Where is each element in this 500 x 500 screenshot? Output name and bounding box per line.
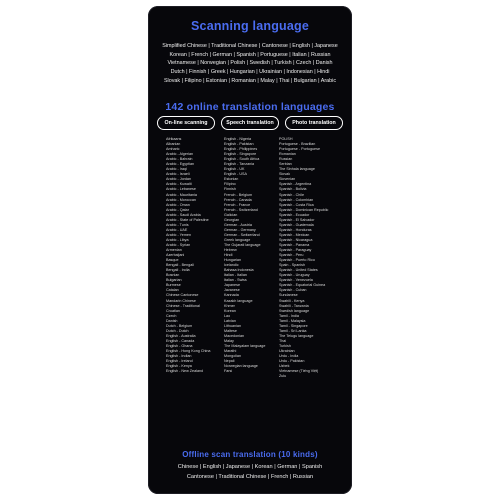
language-item: English - Philippines [224,147,258,152]
language-column-3 [279,137,328,379]
scanning-language-line: Simplified Chinese | Traditional Chinese | Cantonese | English | Japanese [162,43,338,49]
language-item: Lithuanian [224,323,242,328]
language-item: Tamil - India [279,313,299,318]
language-item: Italian - Italian [224,273,247,278]
language-item: English - Pakistan [224,142,254,147]
language-item: Catalan [166,288,179,293]
language-item: Arabic - Libya [166,237,189,242]
language-item: Estonian [224,177,239,182]
language-item: Arabic - Syrian [166,242,191,247]
language-item: English - Canada [166,338,195,343]
language-item: Swahili - Tanzania [279,303,309,308]
language-item: Danish [166,318,178,323]
language-item: French - Belgium [224,192,253,197]
language-item: Mongolian [224,354,242,359]
online-scanning-button[interactable]: On-line scanning [157,116,215,130]
language-item: Spanish - Cuban [279,288,307,293]
language-item: Spanish - El Salvador [279,217,315,222]
language-item: Galician [224,212,238,217]
language-item: Spanish - Guatemala [279,222,314,227]
language-item: Tamil - Malaysia [279,318,306,323]
language-item: Arabic - Israeli [166,172,190,177]
language-item: Arabic - Tunis [166,222,189,227]
language-item: Georgian [224,217,240,222]
language-item: English - Tanzania [224,162,255,167]
language-item: Czech [166,313,177,318]
language-item: Khmer [224,303,235,308]
language-item: Chinese Cantonese [166,293,199,298]
language-item: Farsi [224,369,233,374]
scanning-language-line: Vietnamese | Norwegian | Polish | Swedish | Turkish | Czech | Danish [167,60,333,67]
language-item: French - Canada [224,197,252,202]
language-item: Mandarin Chinese [166,298,196,303]
language-item: Bulgarian [166,278,182,283]
language-item: Tamil - Singapore [279,323,308,328]
language-item: Spanish - Nicaragua [279,237,313,242]
offline-language-line: Cantonese | Traditional Chinese | French | Russian [186,474,314,480]
online-languages-title: 142 online translation languages [165,101,335,113]
language-item: English - Ireland [166,359,193,364]
language-item: Kannada [224,293,239,298]
language-item: French - France [224,202,251,207]
language-item: The Sinhala language [279,167,315,172]
language-item: Spanish - Honduras [279,227,312,232]
language-item: Thai [279,338,287,343]
language-item: Bengali - India [166,268,190,273]
language-item: POLISH [279,137,293,141]
feature-buttons [157,116,343,130]
language-item: Swahili - Kenya [279,298,305,303]
language-item: Nepali [224,359,235,364]
language-item: Spanish - Argentina [279,182,312,187]
language-item: Burmese [166,283,181,288]
language-item: English - Nigeria [224,137,252,141]
language-item: Slovak [279,172,291,177]
language-item: Filipino [224,182,236,187]
language-item: Urdu - India [279,354,299,359]
language-item: Spain - Spanish [279,263,306,268]
language-item: English - Indian [166,354,192,359]
language-item: Norwegian language [224,364,258,369]
language-item: Marathi [224,348,237,353]
language-item: Bengali - Bengali [166,263,194,268]
language-item: Arabic - Jordan [166,177,192,182]
language-item: Latvian [224,318,236,323]
language-item: Hindi [224,253,233,258]
language-item: English - New Zealand [166,369,204,374]
language-item: Arabic - Qatar [166,207,189,212]
language-card [148,6,352,494]
language-item: Arabic - Kuwaiti [166,182,192,187]
language-item: Spanish - Uruguay [279,273,310,278]
language-item: Arabic - Iraqi [166,167,187,172]
language-item: Tamil - Sri Lanka [279,328,307,333]
language-item: Spanish - Puerto Rico [279,258,315,263]
language-item: Hebrew [224,248,237,253]
offline-translation-title: Offline scan translation (10 kinds) [182,450,318,459]
speech-translation-button[interactable]: Speech translation [221,116,279,130]
language-item: Spanish - Mexican [279,232,310,237]
language-item: Spanish - Panama [279,242,310,247]
language-item: Macedonian [224,333,245,338]
language-item: Italian - Swiss [224,278,247,283]
language-item: Finnish [224,187,236,192]
scanning-language-line: Korean | French | German | Spanish | Portuguese | Italian | Russian [169,51,331,58]
language-item: Spanish - Ecuador [279,212,310,217]
language-item: Arabic - Algerian [166,152,194,157]
scanning-language-line: Dutch | Finnish | Greek | Hungarian | Ukrainian | Indonesian | Hindi [170,69,330,76]
language-item: Arabic - State of Palestine [166,217,209,222]
language-item: Portuguese - Portuguese [279,147,320,152]
language-item: Javanese [224,288,240,293]
language-item: Romanian [279,152,296,157]
offline-language-line: Chinese | English | Japanese | Korean | German | Spanish [177,464,323,470]
language-item: Spanish - Venezuela [279,278,313,283]
language-item: Ukrainian [279,348,295,353]
language-item: Sundanese [279,293,298,298]
language-item: German - Switzerland [224,232,260,237]
language-item: German - Germany [224,227,256,232]
language-column-1 [166,137,210,374]
language-item: Chinese - Traditional [166,303,200,308]
language-item: English - Singapore [224,152,257,157]
language-item: Spanish - Equatorial Guinea [279,283,326,288]
language-item: The Telugu language [279,333,314,338]
scanning-language-line: Slovak | Filipino | Estonian | Romanian | Malay | Thai | Bulgarian | Arabic [163,77,337,84]
language-item: Korean [224,308,236,313]
language-item: Kazakh language [224,298,253,303]
language-item: Turkish [279,343,291,348]
language-item: Arabic - Bahrain [166,157,193,162]
language-item: Portuguese - Brazilian [279,142,316,147]
language-item: Arabic - Saudi Arabia [166,212,201,217]
language-item: Russian [279,157,293,162]
language-item: The Malayalam language [224,343,266,348]
language-item: The Gujarati language [224,242,261,247]
scanning-language-list [158,42,342,86]
language-item: Arabic - UAE [166,227,188,232]
language-item: Slovenian [279,177,296,182]
photo-translation-button[interactable]: Photo translation [285,116,343,130]
language-item: Arabic - Lebanese [166,187,196,192]
language-item: Vietnamese (Tiếng Việt) [279,369,319,374]
language-item: Arabic - Moroccan [166,197,196,202]
language-item: Amharic [166,147,180,152]
language-item: Albanian [166,142,181,147]
language-item: Zulu [279,374,287,379]
language-item: English - Kenya [166,364,192,369]
language-item: English - Ghana [166,343,193,348]
language-item: Spanish - Chile [279,192,305,197]
language-item: Armenian [166,248,182,253]
language-item: Dutch - Dutch [166,328,189,333]
language-item: English - South Africa [224,157,260,162]
language-item: English - UK [224,167,245,172]
language-item: Malay [224,338,234,343]
language-item: German - Austria [224,222,252,227]
language-item: French - Switzerland [224,207,258,212]
language-item: Lao [224,313,231,318]
language-item: Spanish - Bolivia [279,187,307,192]
language-item: Greek language [224,237,251,242]
language-item: Spanish - United States [279,268,318,273]
language-item: Bahasa Indonesia [224,268,254,273]
language-item: Uzbek [279,364,290,369]
language-item: Bosnian [166,273,180,278]
language-item: Spanish - Colombian [279,197,314,202]
language-item: Arabic - Yemen [166,232,192,237]
language-item: Arabic - Mauritania [166,192,197,197]
language-item: Hungarian [224,258,242,263]
language-item: Spanish - Peru [279,253,304,258]
offline-language-list [154,462,346,482]
language-item: Swedish language [279,308,310,313]
language-item: Serbian [279,162,292,167]
language-item: Spanish - Dominican Republic [279,207,329,212]
language-item: English - USA [224,172,247,177]
language-item: Arabic - Oman [166,202,190,207]
language-item: Spanish - Paraguay [279,248,312,253]
language-item: Azerbaijani [166,253,185,258]
scanning-language-title: Scanning language [191,19,309,33]
language-item: Basque [166,258,179,263]
language-item: Dutch - Belgium [166,323,193,328]
language-item: Japanese [224,283,240,288]
language-item: Spanish - Costa Rica [279,202,314,207]
language-item: Croatian [166,308,180,313]
language-column-2 [224,137,265,374]
language-item: Afrikaans [166,137,182,141]
language-item: Icelandic [224,263,239,268]
language-item: English - Hong Kong China [166,348,211,353]
language-item: Maltese [224,328,237,333]
language-item: Urdu - Pakistan [279,359,305,364]
language-item: Arabic - Egyptian [166,162,195,167]
language-item: English - Australia [166,333,196,338]
